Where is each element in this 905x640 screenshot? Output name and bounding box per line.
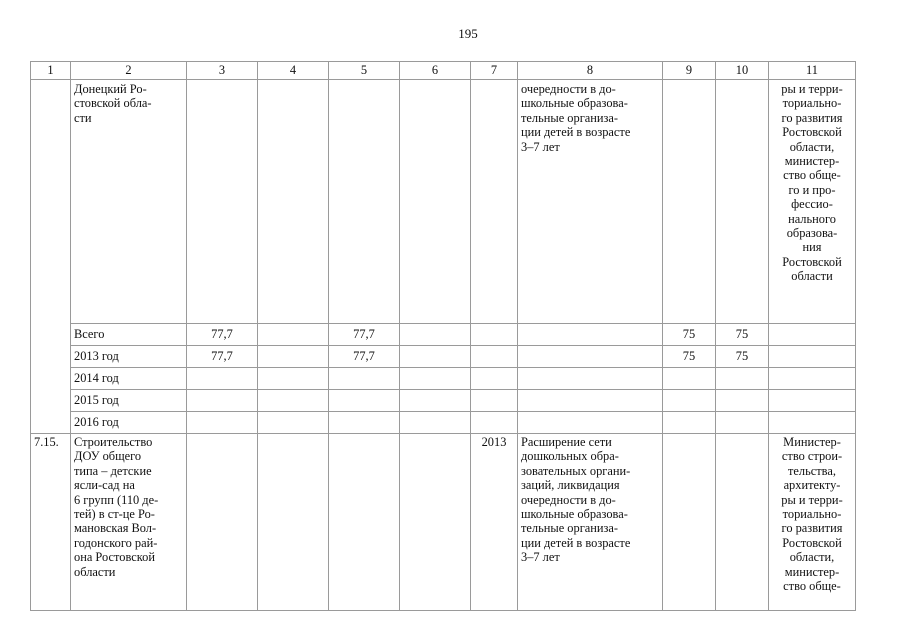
table-row (31, 412, 856, 434)
cell-c5 (329, 80, 400, 324)
year-cell: 2013 (471, 434, 518, 611)
cell-c8 (518, 390, 663, 412)
item-name-cell: Донецкий Ро- стовской обла- сти (71, 80, 187, 324)
cell-c10 (716, 80, 769, 324)
cell-c11 (769, 346, 856, 368)
cell-c8 (518, 346, 663, 368)
program-table (30, 61, 856, 611)
cell-c9 (663, 434, 716, 611)
value-c5: 77,7 (329, 346, 400, 368)
result-cell: очередности в до- школьные образова- тельные организа- ции детей в возрасте 3–7 лет (518, 80, 663, 324)
year-label: 2013 год (71, 346, 187, 368)
value-c10 (716, 368, 769, 390)
value-c10 (716, 412, 769, 434)
cell-c11 (769, 390, 856, 412)
column-number-header (31, 62, 856, 80)
col-header-1: 1 (31, 62, 71, 80)
cell-c5 (329, 434, 400, 611)
cell-c7 (471, 324, 518, 346)
cell-c4 (258, 80, 329, 324)
cell-c4 (258, 368, 329, 390)
year-label: 2014 год (71, 368, 187, 390)
cell-c11 (769, 324, 856, 346)
table-row-7-15 (31, 434, 856, 611)
value-c9: 75 (663, 346, 716, 368)
table-row (31, 346, 856, 368)
value-c10: 75 (716, 324, 769, 346)
value-c9 (663, 368, 716, 390)
cell-c8 (518, 412, 663, 434)
value-c3 (187, 368, 258, 390)
value-c5 (329, 368, 400, 390)
cell-c8 (518, 368, 663, 390)
cell-c3 (187, 434, 258, 611)
cell-c4 (258, 346, 329, 368)
year-label: Всего (71, 324, 187, 346)
year-label: 2015 год (71, 390, 187, 412)
cell-c6 (400, 80, 471, 324)
continued-row (31, 80, 856, 324)
result-cell: Расширение сети дошкольных обра- зовательных органи- заций, ликвидация очередности в до- школьные образова- тельные организа- ции детей в возрасте 3–7 лет (518, 434, 663, 611)
col-header-2: 2 (71, 62, 187, 80)
value-c3: 77,7 (187, 346, 258, 368)
cell-c7 (471, 80, 518, 324)
cell-c6 (400, 324, 471, 346)
value-c9 (663, 390, 716, 412)
cell-c7 (471, 412, 518, 434)
cell-c7 (471, 368, 518, 390)
col-header-6: 6 (400, 62, 471, 80)
cell-c11 (769, 368, 856, 390)
col-header-9: 9 (663, 62, 716, 80)
cell-c6 (400, 368, 471, 390)
col-header-7: 7 (471, 62, 518, 80)
cell-c6 (400, 346, 471, 368)
page-number: 195 (458, 26, 478, 41)
col-header-5: 5 (329, 62, 400, 80)
value-c9: 75 (663, 324, 716, 346)
item-number-cell (31, 80, 71, 434)
value-c5 (329, 390, 400, 412)
cell-c9 (663, 80, 716, 324)
value-c9 (663, 412, 716, 434)
value-c5 (329, 412, 400, 434)
value-c10: 75 (716, 346, 769, 368)
value-c10 (716, 390, 769, 412)
col-header-8: 8 (518, 62, 663, 80)
cell-c10 (716, 434, 769, 611)
item-number: 7.15. (31, 434, 71, 611)
item-name-cell: Строительство ДОУ общего типа – детские ясли-сад на 6 групп (110 де- тей) в ст-це Ро- мановская Вол- годонского рай- она Ростовской области (71, 434, 187, 611)
cell-c6 (400, 434, 471, 611)
col-header-11: 11 (769, 62, 856, 80)
cell-c4 (258, 390, 329, 412)
cell-c4 (258, 324, 329, 346)
value-c3: 77,7 (187, 324, 258, 346)
table-row (31, 368, 856, 390)
value-c3 (187, 412, 258, 434)
value-c3 (187, 390, 258, 412)
cell-c4 (258, 434, 329, 611)
executor-cell: Министер- ство строи- тельства, архитекту- ры и терри- ториально- го развития Ростовской области, министер- ство обще- (769, 434, 856, 611)
table-row (31, 324, 856, 346)
cell-c4 (258, 412, 329, 434)
table-row (31, 390, 856, 412)
cell-c7 (471, 346, 518, 368)
year-label: 2016 год (71, 412, 187, 434)
col-header-10: 10 (716, 62, 769, 80)
value-c5: 77,7 (329, 324, 400, 346)
cell-c7 (471, 390, 518, 412)
cell-c6 (400, 390, 471, 412)
col-header-4: 4 (258, 62, 329, 80)
col-header-3: 3 (187, 62, 258, 80)
cell-c11 (769, 412, 856, 434)
cell-c6 (400, 412, 471, 434)
cell-c8 (518, 324, 663, 346)
cell-c3 (187, 80, 258, 324)
executor-cell: ры и терри- ториально- го развития Ростовской области, министер- ство обще- го и про- фессио- нального образова- ния Ростовской области (769, 80, 856, 324)
